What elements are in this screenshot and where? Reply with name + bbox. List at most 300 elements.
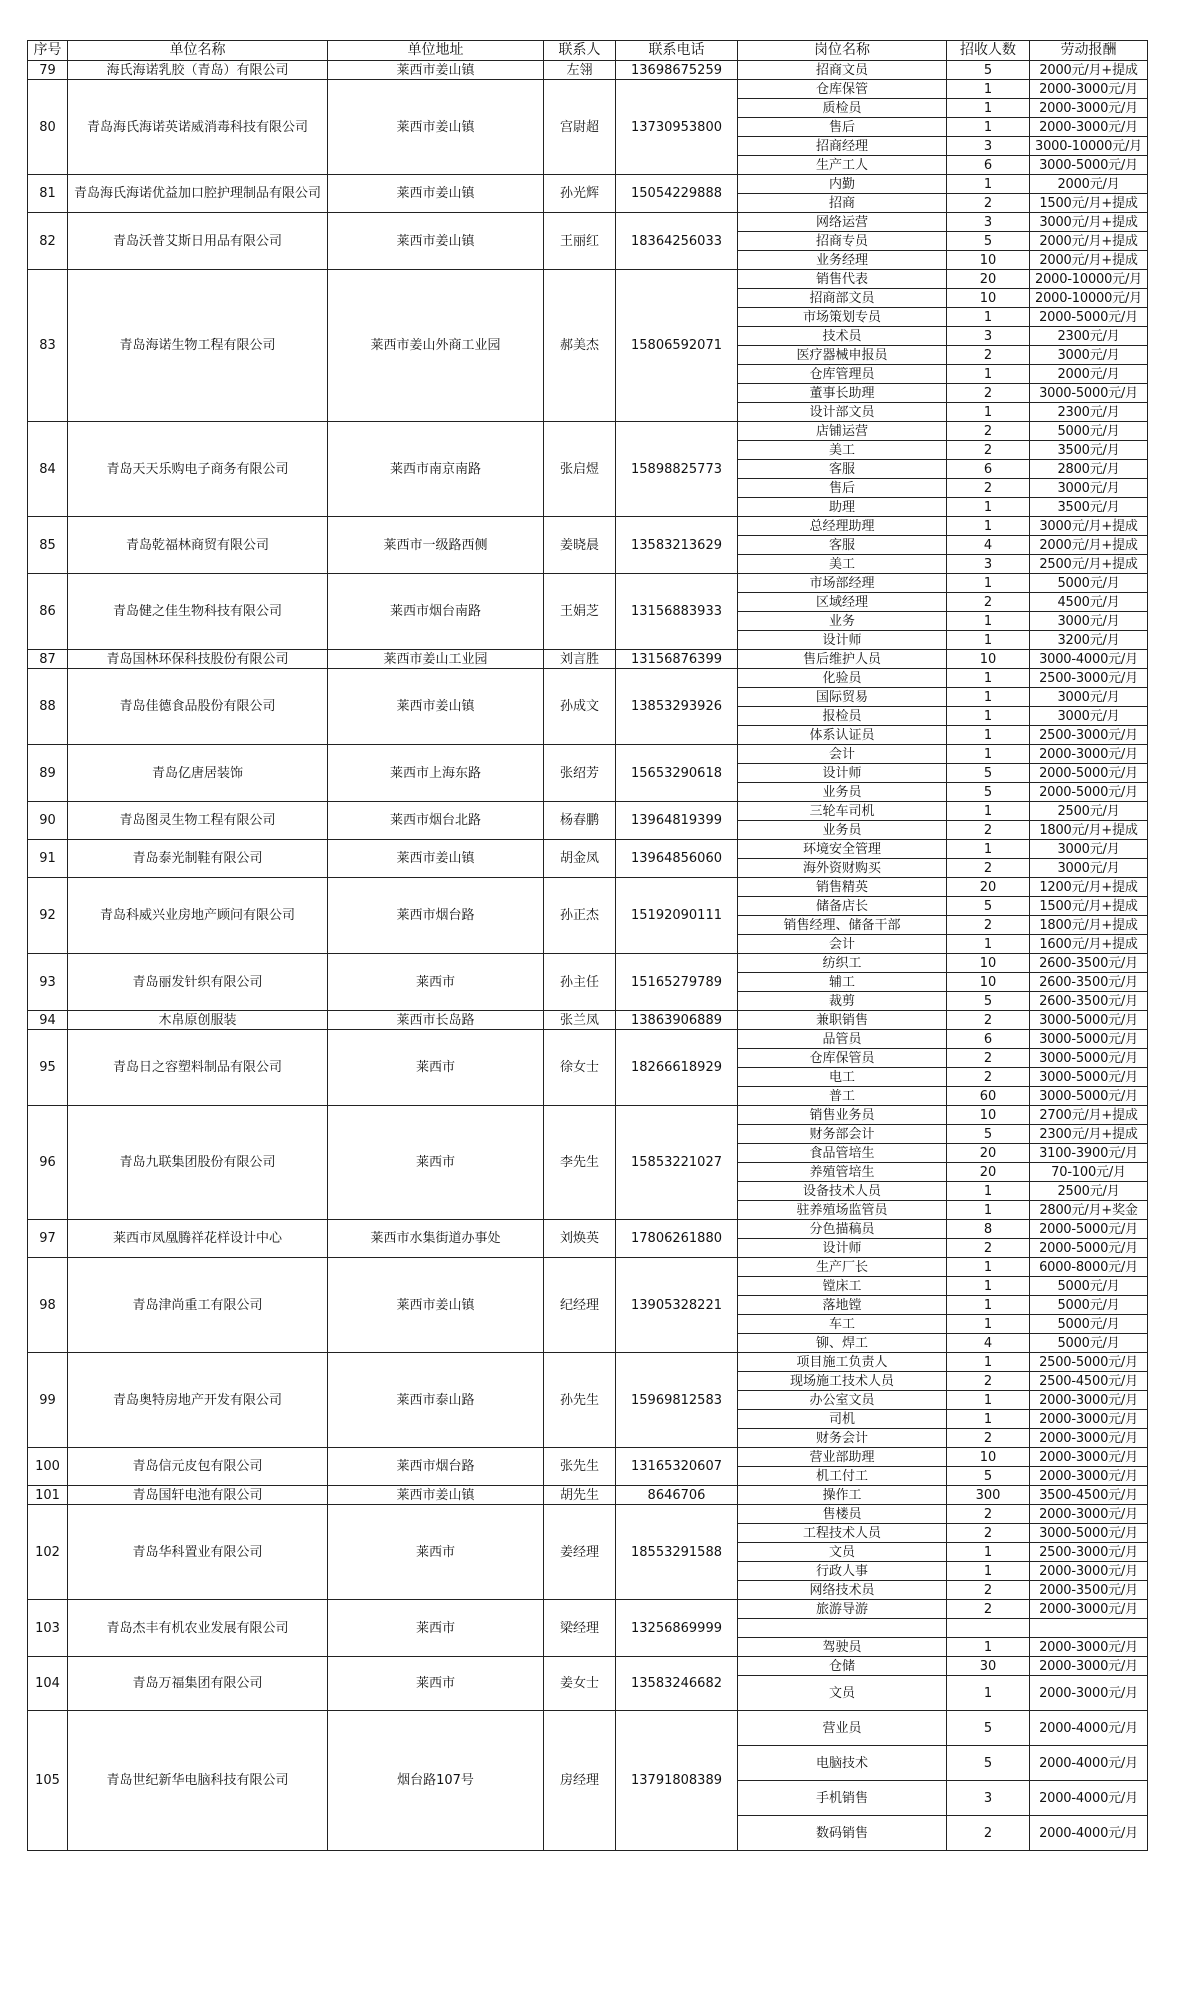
company-number: 84 — [28, 422, 68, 517]
job-position: 会计 — [738, 935, 947, 954]
company-number: 88 — [28, 669, 68, 745]
job-pay: 2000-3000元/月 — [1030, 1600, 1148, 1619]
job-pay: 2000元/月+提成 — [1030, 232, 1148, 251]
job-count: 2 — [947, 194, 1030, 213]
company-address: 莱西市 — [328, 1600, 544, 1657]
job-pay: 3000-10000元/月 — [1030, 137, 1148, 156]
job-position: 镗床工 — [738, 1277, 947, 1296]
company-address: 莱西市长岛路 — [328, 1011, 544, 1030]
job-pay: 3500元/月 — [1030, 441, 1148, 460]
job-position: 业务 — [738, 612, 947, 631]
job-position: 化验员 — [738, 669, 947, 688]
company-name: 青岛国轩电池有限公司 — [68, 1486, 328, 1505]
job-position: 项目施工负责人 — [738, 1353, 947, 1372]
company-name: 青岛佳德食品股份有限公司 — [68, 669, 328, 745]
job-count: 20 — [947, 1163, 1030, 1182]
job-count: 1 — [947, 612, 1030, 631]
company-address: 莱西市 — [328, 1106, 544, 1220]
job-pay: 3000-5000元/月 — [1030, 156, 1148, 175]
job-position: 司机 — [738, 1410, 947, 1429]
company-name: 青岛海氏海诺优益加口腔护理制品有限公司 — [68, 175, 328, 213]
company-address: 烟台路107号 — [328, 1711, 544, 1851]
contact-phone: 15969812583 — [616, 1353, 738, 1448]
job-position: 会计 — [738, 745, 947, 764]
job-position: 助理 — [738, 498, 947, 517]
company-address: 莱西市 — [328, 1030, 544, 1106]
contact-person: 孙正杰 — [544, 878, 616, 954]
job-count: 5 — [947, 1746, 1030, 1781]
company-number: 96 — [28, 1106, 68, 1220]
contact-person: 孙主任 — [544, 954, 616, 1011]
table-row — [28, 802, 1148, 821]
company-number: 100 — [28, 1448, 68, 1486]
job-pay: 2000-3000元/月 — [1030, 80, 1148, 99]
job-pay: 3000元/月+提成 — [1030, 517, 1148, 536]
job-count: 1 — [947, 1353, 1030, 1372]
job-position: 储备店长 — [738, 897, 947, 916]
job-pay: 2000元/月 — [1030, 365, 1148, 384]
company-number: 85 — [28, 517, 68, 574]
job-count: 10 — [947, 650, 1030, 669]
table-row — [28, 954, 1148, 973]
company-address: 莱西市姜山镇 — [328, 669, 544, 745]
job-count: 1 — [947, 498, 1030, 517]
company-number: 87 — [28, 650, 68, 669]
job-count: 1 — [947, 365, 1030, 384]
company-name: 青岛泰光制鞋有限公司 — [68, 840, 328, 878]
job-position: 海外资财购买 — [738, 859, 947, 878]
contact-person: 孙先生 — [544, 1353, 616, 1448]
contact-phone: 15898825773 — [616, 422, 738, 517]
contact-person: 房经理 — [544, 1711, 616, 1851]
company-address: 莱西市姜山外商工业园 — [328, 270, 544, 422]
job-position: 生产厂长 — [738, 1258, 947, 1277]
job-position: 客服 — [738, 460, 947, 479]
job-position: 售后 — [738, 479, 947, 498]
job-position: 养殖管培生 — [738, 1163, 947, 1182]
company-address: 莱西市 — [328, 1505, 544, 1600]
job-pay: 2500-3000元/月 — [1030, 1543, 1148, 1562]
company-address: 莱西市姜山镇 — [328, 61, 544, 80]
job-pay: 2000-3500元/月 — [1030, 1581, 1148, 1600]
job-position: 设计师 — [738, 631, 947, 650]
contact-phone: 13156883933 — [616, 574, 738, 650]
contact-phone: 13583213629 — [616, 517, 738, 574]
company-name: 青岛万福集团有限公司 — [68, 1657, 328, 1711]
job-count: 2 — [947, 1049, 1030, 1068]
contact-person: 纪经理 — [544, 1258, 616, 1353]
contact-phone: 8646706 — [616, 1486, 738, 1505]
company-name: 青岛津尚重工有限公司 — [68, 1258, 328, 1353]
job-position: 营业部助理 — [738, 1448, 947, 1467]
job-position: 行政人事 — [738, 1562, 947, 1581]
header-company: 单位名称 — [68, 41, 328, 61]
job-pay: 3100-3900元/月 — [1030, 1144, 1148, 1163]
job-count: 6 — [947, 156, 1030, 175]
job-position: 体系认证员 — [738, 726, 947, 745]
company-number: 83 — [28, 270, 68, 422]
company-address: 莱西市烟台路 — [328, 1448, 544, 1486]
job-count: 20 — [947, 1144, 1030, 1163]
company-address: 莱西市姜山镇 — [328, 80, 544, 175]
job-count: 3 — [947, 555, 1030, 574]
job-position: 文员 — [738, 1676, 947, 1711]
table-row — [28, 1011, 1148, 1030]
job-count: 2 — [947, 1011, 1030, 1030]
table-row — [28, 1106, 1148, 1125]
job-count: 3 — [947, 137, 1030, 156]
job-count: 2 — [947, 1524, 1030, 1543]
job-count: 2 — [947, 441, 1030, 460]
job-pay: 3000元/月 — [1030, 707, 1148, 726]
job-position: 设计师 — [738, 1239, 947, 1258]
job-count: 2 — [947, 1429, 1030, 1448]
table-row — [28, 878, 1148, 897]
contact-phone: 17806261880 — [616, 1220, 738, 1258]
job-pay: 2500-5000元/月 — [1030, 1353, 1148, 1372]
job-pay: 1600元/月+提成 — [1030, 935, 1148, 954]
job-count: 1 — [947, 726, 1030, 745]
job-pay: 2000-3000元/月 — [1030, 99, 1148, 118]
company-name: 莱西市凤凰腾祥花样设计中心 — [68, 1220, 328, 1258]
job-position: 旅游导游 — [738, 1600, 947, 1619]
company-name: 青岛华科置业有限公司 — [68, 1505, 328, 1600]
job-count: 60 — [947, 1087, 1030, 1106]
job-pay: 3500元/月 — [1030, 498, 1148, 517]
job-position: 落地镗 — [738, 1296, 947, 1315]
company-address: 莱西市姜山镇 — [328, 1258, 544, 1353]
job-position: 售后 — [738, 118, 947, 137]
job-pay: 2000-3000元/月 — [1030, 1467, 1148, 1486]
contact-person: 胡金凤 — [544, 840, 616, 878]
job-count: 1 — [947, 574, 1030, 593]
company-name: 青岛丽发针织有限公司 — [68, 954, 328, 1011]
job-position: 仓库保管 — [738, 80, 947, 99]
job-pay: 3000元/月 — [1030, 859, 1148, 878]
company-name: 青岛日之容塑料制品有限公司 — [68, 1030, 328, 1106]
job-pay: 2000元/月 — [1030, 175, 1148, 194]
company-address: 莱西市姜山工业园 — [328, 650, 544, 669]
job-count: 1 — [947, 1296, 1030, 1315]
job-position: 仓储 — [738, 1657, 947, 1676]
company-address: 莱西市姜山镇 — [328, 175, 544, 213]
job-position: 驻养殖场监管员 — [738, 1201, 947, 1220]
company-address: 莱西市烟台北路 — [328, 802, 544, 840]
table-row — [28, 1505, 1148, 1524]
job-count: 8 — [947, 1220, 1030, 1239]
header-position: 岗位名称 — [738, 41, 947, 61]
company-address: 莱西市水集街道办事处 — [328, 1220, 544, 1258]
job-pay: 3000-5000元/月 — [1030, 384, 1148, 403]
job-count: 10 — [947, 289, 1030, 308]
contact-person: 胡先生 — [544, 1486, 616, 1505]
job-pay: 3000-5000元/月 — [1030, 1030, 1148, 1049]
table-row — [28, 80, 1148, 99]
contact-person: 张先生 — [544, 1448, 616, 1486]
job-pay: 5000元/月 — [1030, 1296, 1148, 1315]
job-pay: 2000-5000元/月 — [1030, 1220, 1148, 1239]
job-count: 2 — [947, 1600, 1030, 1619]
job-position: 董事长助理 — [738, 384, 947, 403]
job-position: 现场施工技术人员 — [738, 1372, 947, 1391]
job-pay: 2000-5000元/月 — [1030, 308, 1148, 327]
contact-phone: 13583246682 — [616, 1657, 738, 1711]
job-position: 生产工人 — [738, 156, 947, 175]
table-row — [28, 1486, 1148, 1505]
contact-phone: 15806592071 — [616, 270, 738, 422]
job-pay: 5000元/月 — [1030, 1334, 1148, 1353]
job-count: 1 — [947, 1562, 1030, 1581]
job-count: 3 — [947, 1781, 1030, 1816]
job-count: 1 — [947, 1543, 1030, 1562]
contact-person: 左翎 — [544, 61, 616, 80]
company-name: 青岛天天乐购电子商务有限公司 — [68, 422, 328, 517]
job-position: 国际贸易 — [738, 688, 947, 707]
company-number: 101 — [28, 1486, 68, 1505]
job-pay: 1200元/月+提成 — [1030, 878, 1148, 897]
job-pay: 2600-3500元/月 — [1030, 954, 1148, 973]
company-address: 莱西市泰山路 — [328, 1353, 544, 1448]
job-count: 1 — [947, 1410, 1030, 1429]
job-position: 车工 — [738, 1315, 947, 1334]
job-position: 区域经理 — [738, 593, 947, 612]
job-position: 设备技术人员 — [738, 1182, 947, 1201]
contact-person: 张绍芳 — [544, 745, 616, 802]
contact-person: 王娟芝 — [544, 574, 616, 650]
job-count: 1 — [947, 1391, 1030, 1410]
job-position: 兼职销售 — [738, 1011, 947, 1030]
job-position: 操作工 — [738, 1486, 947, 1505]
job-position: 销售精英 — [738, 878, 947, 897]
job-pay: 2000-3000元/月 — [1030, 1505, 1148, 1524]
job-pay: 3000-5000元/月 — [1030, 1068, 1148, 1087]
header-phone: 联系电话 — [616, 41, 738, 61]
company-number: 102 — [28, 1505, 68, 1600]
company-number: 105 — [28, 1711, 68, 1851]
table-row — [28, 574, 1148, 593]
contact-person: 刘言胜 — [544, 650, 616, 669]
job-count: 2 — [947, 346, 1030, 365]
company-number: 81 — [28, 175, 68, 213]
job-count: 5 — [947, 1125, 1030, 1144]
job-count: 2 — [947, 1505, 1030, 1524]
job-pay: 2800元/月 — [1030, 460, 1148, 479]
job-pay: 5000元/月 — [1030, 422, 1148, 441]
contact-phone: 13156876399 — [616, 650, 738, 669]
job-count: 1 — [947, 517, 1030, 536]
job-count: 1 — [947, 99, 1030, 118]
job-count: 5 — [947, 1467, 1030, 1486]
job-count: 1 — [947, 669, 1030, 688]
table-row — [28, 669, 1148, 688]
job-position: 数码销售 — [738, 1816, 947, 1851]
job-count: 1 — [947, 403, 1030, 422]
job-position: 分色描稿员 — [738, 1220, 947, 1239]
company-number: 90 — [28, 802, 68, 840]
contact-phone: 13964819399 — [616, 802, 738, 840]
job-position: 业务员 — [738, 821, 947, 840]
job-count: 1 — [947, 308, 1030, 327]
job-position: 铆、焊工 — [738, 1334, 947, 1353]
job-count: 10 — [947, 973, 1030, 992]
job-count: 1 — [947, 631, 1030, 650]
company-number: 103 — [28, 1600, 68, 1657]
contact-phone: 15165279789 — [616, 954, 738, 1011]
contact-person: 刘焕英 — [544, 1220, 616, 1258]
table-row — [28, 213, 1148, 232]
job-position: 店铺运营 — [738, 422, 947, 441]
job-position: 招商经理 — [738, 137, 947, 156]
table-row — [28, 1448, 1148, 1467]
company-address: 莱西市烟台南路 — [328, 574, 544, 650]
contact-phone: 13698675259 — [616, 61, 738, 80]
company-number: 91 — [28, 840, 68, 878]
company-address: 莱西市姜山镇 — [328, 213, 544, 270]
job-pay: 3000元/月 — [1030, 688, 1148, 707]
contact-person: 姜晓晨 — [544, 517, 616, 574]
job-pay: 2300元/月 — [1030, 327, 1148, 346]
job-pay: 3000元/月 — [1030, 840, 1148, 859]
company-number: 82 — [28, 213, 68, 270]
job-pay: 2600-3500元/月 — [1030, 992, 1148, 1011]
job-position: 招商文员 — [738, 61, 947, 80]
job-position: 办公室文员 — [738, 1391, 947, 1410]
job-position: 环境安全管理 — [738, 840, 947, 859]
job-pay: 2000-3000元/月 — [1030, 1429, 1148, 1448]
job-position: 电脑技术 — [738, 1746, 947, 1781]
job-position: 网络运营 — [738, 213, 947, 232]
company-number: 80 — [28, 80, 68, 175]
job-pay: 2700元/月+提成 — [1030, 1106, 1148, 1125]
job-count: 2 — [947, 859, 1030, 878]
job-pay: 1800元/月+提成 — [1030, 821, 1148, 840]
company-address: 莱西市南京南路 — [328, 422, 544, 517]
job-count: 5 — [947, 764, 1030, 783]
company-address: 莱西市 — [328, 954, 544, 1011]
job-pay: 2000-4000元/月 — [1030, 1816, 1148, 1851]
job-pay: 2500-3000元/月 — [1030, 726, 1148, 745]
company-number: 92 — [28, 878, 68, 954]
job-count: 4 — [947, 536, 1030, 555]
job-pay: 2000-4000元/月 — [1030, 1711, 1148, 1746]
job-pay: 3000-5000元/月 — [1030, 1087, 1148, 1106]
header-pay: 劳动报酬 — [1030, 41, 1148, 61]
job-count: 10 — [947, 1106, 1030, 1125]
company-name: 海氏海诺乳胶（青岛）有限公司 — [68, 61, 328, 80]
job-pay: 1800元/月+提成 — [1030, 916, 1148, 935]
job-position: 招商专员 — [738, 232, 947, 251]
job-position: 品管员 — [738, 1030, 947, 1049]
job-count: 5 — [947, 783, 1030, 802]
company-number: 98 — [28, 1258, 68, 1353]
company-name: 青岛九联集团股份有限公司 — [68, 1106, 328, 1220]
job-count: 2 — [947, 1068, 1030, 1087]
table-row — [28, 517, 1148, 536]
contact-person: 姜经理 — [544, 1505, 616, 1600]
company-name: 青岛奥特房地产开发有限公司 — [68, 1353, 328, 1448]
company-number: 79 — [28, 61, 68, 80]
job-pay: 2000-5000元/月 — [1030, 764, 1148, 783]
job-position: 财务部会计 — [738, 1125, 947, 1144]
job-count: 1 — [947, 840, 1030, 859]
job-position: 普工 — [738, 1087, 947, 1106]
job-position: 总经理助理 — [738, 517, 947, 536]
company-name: 青岛乾福林商贸有限公司 — [68, 517, 328, 574]
job-count: 1 — [947, 745, 1030, 764]
job-pay — [1030, 1619, 1148, 1638]
job-position: 工程技术人员 — [738, 1524, 947, 1543]
job-count: 2 — [947, 1581, 1030, 1600]
job-pay: 2000元/月+提成 — [1030, 536, 1148, 555]
job-count: 5 — [947, 897, 1030, 916]
table-row — [28, 175, 1148, 194]
contact-person: 郝美杰 — [544, 270, 616, 422]
job-position: 业务经理 — [738, 251, 947, 270]
job-pay: 2000-5000元/月 — [1030, 783, 1148, 802]
job-pay: 2300元/月 — [1030, 403, 1148, 422]
contact-phone: 13165320607 — [616, 1448, 738, 1486]
job-pay: 2000-10000元/月 — [1030, 289, 1148, 308]
job-count: 20 — [947, 878, 1030, 897]
job-count: 30 — [947, 1657, 1030, 1676]
company-number: 89 — [28, 745, 68, 802]
job-count: 1 — [947, 935, 1030, 954]
table-row — [28, 1220, 1148, 1239]
contact-phone: 15853221027 — [616, 1106, 738, 1220]
job-pay: 2000-3000元/月 — [1030, 1391, 1148, 1410]
company-name: 青岛信元皮包有限公司 — [68, 1448, 328, 1486]
job-count: 2 — [947, 916, 1030, 935]
job-pay: 3000元/月 — [1030, 612, 1148, 631]
job-count: 1 — [947, 1315, 1030, 1334]
job-position: 三轮车司机 — [738, 802, 947, 821]
table-row — [28, 650, 1148, 669]
contact-phone: 18553291588 — [616, 1505, 738, 1600]
job-pay: 3000元/月 — [1030, 479, 1148, 498]
company-name: 青岛海氏海诺英诺威消毒科技有限公司 — [68, 80, 328, 175]
job-count: 2 — [947, 384, 1030, 403]
job-position: 驾驶员 — [738, 1638, 947, 1657]
job-position: 食品管培生 — [738, 1144, 947, 1163]
job-pay: 2000-3000元/月 — [1030, 118, 1148, 137]
job-count: 1 — [947, 175, 1030, 194]
job-count: 1 — [947, 688, 1030, 707]
company-number: 94 — [28, 1011, 68, 1030]
job-count: 1 — [947, 80, 1030, 99]
job-pay: 2000-3000元/月 — [1030, 1448, 1148, 1467]
job-count: 2 — [947, 422, 1030, 441]
job-pay: 6000-8000元/月 — [1030, 1258, 1148, 1277]
company-address: 莱西市烟台路 — [328, 878, 544, 954]
table-row — [28, 1657, 1148, 1676]
job-pay: 3000-5000元/月 — [1030, 1049, 1148, 1068]
job-count: 1 — [947, 1201, 1030, 1220]
job-pay: 2000-3000元/月 — [1030, 1657, 1148, 1676]
job-pay: 3000-5000元/月 — [1030, 1011, 1148, 1030]
job-position: 销售代表 — [738, 270, 947, 289]
company-number: 97 — [28, 1220, 68, 1258]
company-address: 莱西市上海东路 — [328, 745, 544, 802]
job-count: 4 — [947, 1334, 1030, 1353]
job-count: 1 — [947, 1676, 1030, 1711]
contact-person: 张启煜 — [544, 422, 616, 517]
job-pay: 2000-3000元/月 — [1030, 1676, 1148, 1711]
job-position: 医疗器械申报员 — [738, 346, 947, 365]
job-count: 5 — [947, 61, 1030, 80]
job-position — [738, 1619, 947, 1638]
contact-person: 李先生 — [544, 1106, 616, 1220]
job-pay: 3000元/月+提成 — [1030, 213, 1148, 232]
